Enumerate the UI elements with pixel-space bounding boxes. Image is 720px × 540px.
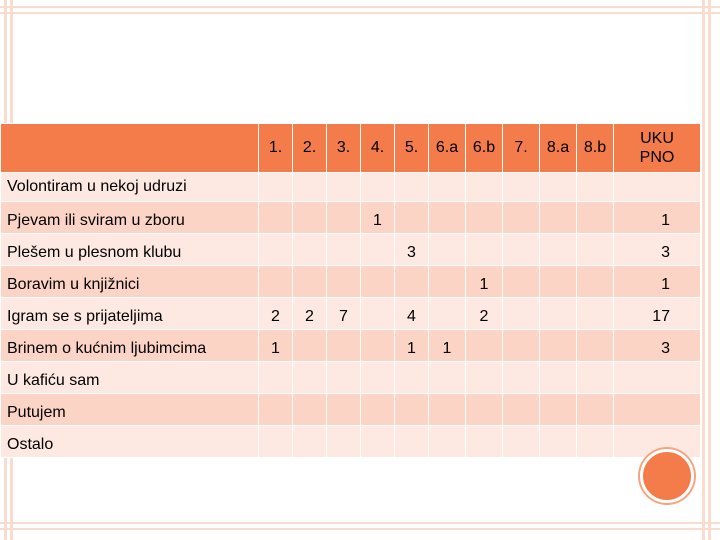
- table-cell: [540, 266, 577, 298]
- table-cell: [540, 394, 577, 426]
- column-header: 1.: [259, 124, 293, 173]
- decorative-line: [702, 0, 705, 540]
- table-cell: [293, 202, 327, 234]
- table-cell: [503, 202, 540, 234]
- table-cell: [577, 394, 614, 426]
- table-cell: [361, 298, 395, 330]
- table-cell: [293, 394, 327, 426]
- table-cell: 4: [395, 298, 429, 330]
- table-cell: [361, 394, 395, 426]
- row-label: Brinem o kućnim ljubimcima: [1, 330, 259, 362]
- total-cell: [614, 173, 701, 202]
- table-cell: 1: [466, 266, 503, 298]
- table-cell: [503, 234, 540, 266]
- table-cell: [466, 234, 503, 266]
- row-label: Ostalo: [1, 426, 259, 458]
- table-cell: [577, 202, 614, 234]
- table-cell: [293, 330, 327, 362]
- corner-cell: [1, 124, 259, 173]
- table-cell: 3: [395, 234, 429, 266]
- table-cell: [395, 426, 429, 458]
- table-row: [1, 330, 701, 362]
- total-cell: 3: [614, 234, 701, 266]
- total-header-line: PNO: [639, 149, 675, 166]
- table-cell: [293, 362, 327, 394]
- table-cell: [429, 234, 466, 266]
- row-label: Pjevam ili sviram u zboru: [1, 202, 259, 234]
- row-label: Igram se s prijateljima: [1, 298, 259, 330]
- table-cell: [503, 330, 540, 362]
- table-cell: [259, 426, 293, 458]
- total-header-line: UKU: [640, 130, 674, 147]
- table-cell: [327, 234, 361, 266]
- table-cell: [540, 298, 577, 330]
- table-cell: [540, 173, 577, 202]
- table-cell: 2: [466, 298, 503, 330]
- table-cell: [429, 173, 466, 202]
- table-cell: [361, 173, 395, 202]
- column-header: 6.a: [429, 124, 466, 173]
- column-header: 3.: [327, 124, 361, 173]
- activities-table: [0, 123, 701, 458]
- table-cell: [259, 394, 293, 426]
- table-cell: [327, 426, 361, 458]
- column-header: 5.: [395, 124, 429, 173]
- table-cell: 1: [259, 330, 293, 362]
- table-row: [1, 394, 701, 426]
- table-cell: [429, 394, 466, 426]
- row-label: Putujem: [1, 394, 259, 426]
- table-cell: 2: [293, 298, 327, 330]
- table-cell: [259, 202, 293, 234]
- table-cell: [429, 362, 466, 394]
- table-cell: 2: [259, 298, 293, 330]
- table-cell: [259, 362, 293, 394]
- row-label: Volontiram u nekoj udruzi: [1, 173, 259, 202]
- table-cell: [466, 426, 503, 458]
- table-cell: [327, 362, 361, 394]
- table-cell: [503, 298, 540, 330]
- table-cell: [503, 394, 540, 426]
- table-cell: 1: [361, 202, 395, 234]
- header-row: [1, 124, 701, 173]
- column-header: 2.: [293, 124, 327, 173]
- decorative-circle: [640, 449, 694, 503]
- table-cell: [466, 202, 503, 234]
- column-header: 8.a: [540, 124, 577, 173]
- table-cell: [259, 266, 293, 298]
- table-cell: [540, 202, 577, 234]
- table-cell: [577, 173, 614, 202]
- table-cell: [293, 266, 327, 298]
- table-cell: [429, 266, 466, 298]
- table-cell: [577, 330, 614, 362]
- table-cell: [429, 426, 466, 458]
- table-cell: [395, 173, 429, 202]
- table-cell: [395, 202, 429, 234]
- slide-top-decoration: [0, 0, 720, 120]
- table-cell: [327, 173, 361, 202]
- column-header: 4.: [361, 124, 395, 173]
- table-cell: [327, 202, 361, 234]
- decorative-line: [0, 522, 720, 524]
- total-cell: 1: [614, 202, 701, 234]
- column-header: 7.: [503, 124, 540, 173]
- table-cell: [503, 362, 540, 394]
- table-cell: [540, 234, 577, 266]
- table-row: [1, 298, 701, 330]
- table-cell: [361, 330, 395, 362]
- table-cell: [259, 173, 293, 202]
- table-cell: [577, 298, 614, 330]
- decorative-line: [0, 6, 720, 8]
- table-cell: [361, 362, 395, 394]
- total-cell: [614, 362, 701, 394]
- table-cell: [540, 362, 577, 394]
- table-cell: [503, 266, 540, 298]
- table-row: [1, 202, 701, 234]
- table-cell: 1: [395, 330, 429, 362]
- total-cell: [614, 394, 701, 426]
- decorative-line: [708, 0, 711, 540]
- decorative-line: [0, 528, 720, 530]
- table-cell: [327, 266, 361, 298]
- column-header: 6.b: [466, 124, 503, 173]
- table-cell: [466, 330, 503, 362]
- decorative-line: [0, 12, 720, 14]
- table-cell: [503, 173, 540, 202]
- table-cell: [395, 394, 429, 426]
- table-cell: [327, 394, 361, 426]
- table-cell: [395, 266, 429, 298]
- total-cell: 3: [614, 330, 701, 362]
- table-row: [1, 173, 701, 202]
- table-cell: [327, 330, 361, 362]
- table-row: [1, 266, 701, 298]
- table-cell: [540, 330, 577, 362]
- table-cell: [466, 394, 503, 426]
- table-cell: [540, 426, 577, 458]
- table-cell: [577, 234, 614, 266]
- table-cell: [503, 426, 540, 458]
- table-cell: [259, 234, 293, 266]
- table-cell: [466, 173, 503, 202]
- column-header: 8.b: [577, 124, 614, 173]
- table-cell: [361, 234, 395, 266]
- table-cell: [429, 202, 466, 234]
- total-cell: 1: [614, 266, 701, 298]
- table-row: [1, 362, 701, 394]
- table-row: [1, 234, 701, 266]
- table-cell: [293, 426, 327, 458]
- total-column-header: [614, 124, 701, 173]
- row-label: Boravim u knjižnici: [1, 266, 259, 298]
- table-cell: [395, 362, 429, 394]
- row-label: Plešem u plesnom klubu: [1, 234, 259, 266]
- table-cell: [293, 234, 327, 266]
- table-cell: [361, 426, 395, 458]
- table-cell: [361, 266, 395, 298]
- table-cell: 1: [429, 330, 466, 362]
- table-cell: [577, 266, 614, 298]
- table-cell: [293, 173, 327, 202]
- table-cell: [577, 426, 614, 458]
- table-cell: 7: [327, 298, 361, 330]
- table-row: [1, 426, 701, 458]
- row-label: U kafiću sam: [1, 362, 259, 394]
- table-cell: [429, 298, 466, 330]
- table-cell: [577, 362, 614, 394]
- table-cell: [466, 362, 503, 394]
- total-cell: 17: [614, 298, 701, 330]
